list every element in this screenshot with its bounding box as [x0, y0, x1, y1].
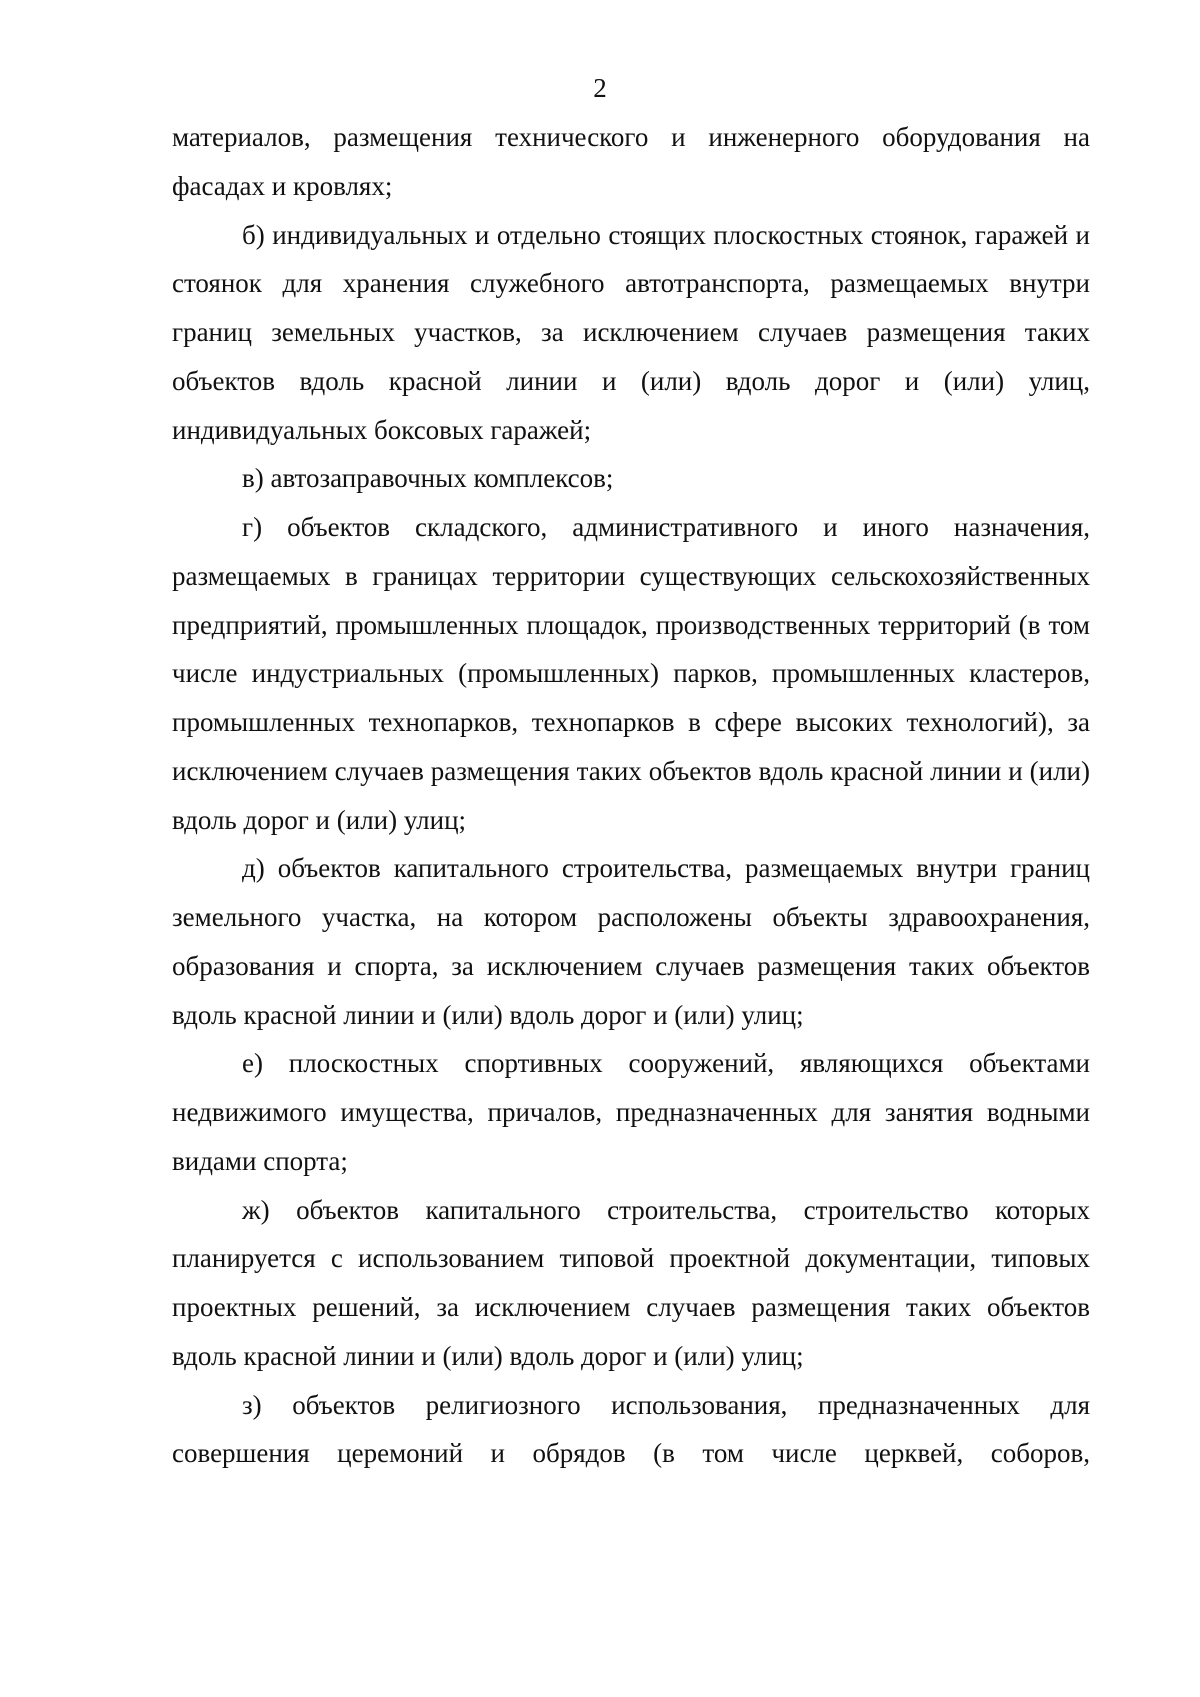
document-body	[172, 113, 1090, 1478]
paragraph-item-d: д) объектов капитального строительства, размещаемых внутри границ земельного участка, на котором расположены объекты здравоохранения, образования и спорта, за исключением случаев размещения таких объектов вдоль красной линии и (или) вдоль дорог и (или) улиц;	[172, 853, 1090, 1030]
paragraph-item-zh: ж) объектов капитального строительства, строительство которых планируется с использованием типовой проектной документации, типовых проектных решений, за исключением случаев размещения таких объектов вдоль красной линии и (или) вдоль дорог и (или) улиц;	[172, 1194, 1090, 1371]
paragraph-item-g: г) объектов складского, административного и иного назначения, размещаемых в границах территории существующих сельскохозяйственных предприятий, промышленных площадок, производственных территорий (в том числе индустриальных (промышленных) парков, промышленных кластеров, промышленных технопарков, технопарков в сфере высоких технологий), за исключением случаев размещения таких объектов вдоль красной линии и (или) вдоль дорог и (или) улиц;	[172, 512, 1090, 835]
paragraph-item-v: в) автозаправочных комплексов;	[242, 463, 614, 494]
paragraph-continuation: материалов, размещения технического и инженерного оборудования на фасадах и кровлях;	[172, 122, 1090, 201]
paragraph-item-e: е) плоскостных спортивных сооружений, являющихся объектами недвижимого имущества, причалов, предназначенных для занятия водными видами спорта;	[172, 1048, 1090, 1176]
page-number: 2	[593, 73, 607, 103]
paragraph-item-b: б) индивидуальных и отдельно стоящих плоскостных стоянок, гаражей и стоянок для хранения служебного автотранспорта, размещаемых внутри границ земельных участков, за исключением случаев размещения таких объектов вдоль красной линии и (или) вдоль дорог и (или) улиц, индивидуальных боксовых гаражей;	[172, 219, 1090, 445]
paragraph-item-z: з) объектов религиозного использования, предназначенных для совершения церемоний и обрядов (в том числе церквей, соборов,	[172, 1389, 1090, 1469]
